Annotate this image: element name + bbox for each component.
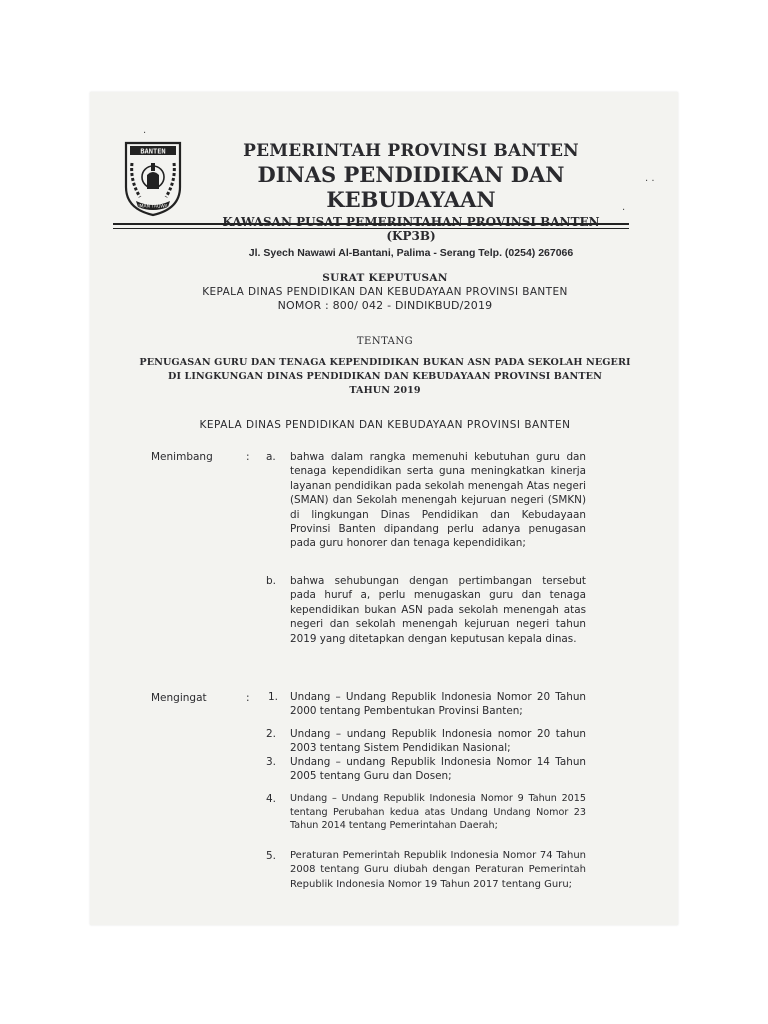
decree-number: NOMOR : 800/ 042 - DINDIKBUD/2019 [277, 299, 493, 312]
scan-speck: · [143, 128, 147, 139]
menimbang-label: Menimbang [151, 451, 213, 463]
decree-subject [100, 356, 670, 398]
banten-crest-logo [120, 139, 186, 217]
decree-issuer: KEPALA DINAS PENDIDIKAN DAN KEBUDAYAAN PROVINSI BANTEN [202, 286, 568, 298]
letterhead-rule-thick [113, 223, 629, 225]
menimbang-item-a: bahwa dalam rangka memenuhi kebutuhan guru dan tenaga kependidikan serta guna meningkatkan kinerja layanan pendidikan pada sekolah menengah Atas negeri (SMAN) dan Sekolah menengah kejuruan negeri (SMKN) di lingkungan Dinas Pendidikan dan Kebudayaan Provinsi Banten dipandang perlu adanya penugasan pada guru honorer dan tenaga kependidikan; [290, 451, 586, 550]
mengingat-colon: : [246, 692, 250, 704]
scan-speck: · [622, 205, 626, 216]
mengingat-item-4: Undang – Undang Republik Indonesia Nomor 9 Tahun 2015 tentang Perubahan kedua atas Undang Undang Nomor 23 Tahun 2014 tentang Pemerintahan Daerah; [290, 793, 586, 832]
menimbang-item-a-marker: a. [266, 451, 276, 463]
mengingat-item-3-marker: 3. [266, 756, 277, 768]
mengingat-item-2: Undang – undang Republik Indonesia nomor 20 tahun 2003 tentang Sistem Pendidikan Nasional; [290, 728, 586, 755]
subject-line-1: PENUGASAN GURU DAN TENAGA KEPENDIDIKAN BUKAN ASN PADA SEKOLAH NEGERI [139, 357, 631, 368]
mengingat-label: Mengingat [151, 692, 207, 704]
scan-speck: · · [645, 176, 655, 187]
mengingat-item-5-marker: 5. [266, 850, 277, 862]
letterhead-rule-thin [113, 228, 629, 229]
decree-title: SURAT KEPUTUSAN [322, 272, 448, 284]
subject-line-3: TAHUN 2019 [349, 385, 421, 396]
decree-issuer-repeat: KEPALA DINAS PENDIDIKAN DAN KEBUDAYAAN PROVINSI BANTEN [199, 419, 571, 431]
menimbang-item-b-marker: b. [266, 575, 277, 587]
mengingat-item-1: Undang – Undang Republik Indonesia Nomor 20 Tahun 2000 tentang Pembentukan Provinsi Banten; [290, 691, 586, 718]
letterhead-agency: DINAS PENDIDIKAN DAN KEBUDAYAAN [257, 162, 565, 212]
mengingat-item-2-marker: 2. [266, 728, 277, 740]
menimbang-item-b: bahwa sehubungan dengan pertimbangan tersebut pada huruf a, perlu menugaskan guru dan tenaga kependidikan bukan ASN pada sekolah menengah atas negeri dan sekolah menengah kejuruan negeri tahun 2019 yang ditetapkan dengan keputusan kepala dinas. [290, 575, 586, 645]
mengingat-item-3: Undang – undang Republik Indonesia Nomor 14 Tahun 2005 tentang Guru dan Dosen; [290, 756, 586, 783]
mengingat-item-4-marker: 4. [266, 793, 277, 805]
letterhead-address: Jl. Syech Nawawi Al-Bantani, Palima - Serang Telp. (0254) 267066 [248, 247, 574, 259]
svg-text:BANTEN: BANTEN [140, 147, 166, 156]
mengingat-item-1-marker: 1. [268, 691, 279, 703]
menimbang-colon: : [246, 451, 250, 463]
about-label: TENTANG [356, 336, 414, 347]
subject-line-2: DI LINGKUNGAN DINAS PENDIDIKAN DAN KEBUDAYAAN PROVINSI BANTEN [168, 371, 602, 382]
letterhead [196, 141, 626, 259]
letterhead-area: KAWASAN PUSAT PEMERINTAHAN PROVINSI BANTEN (KP3B) [222, 215, 600, 243]
svg-text:IMAN TAQWA: IMAN TAQWA [138, 204, 168, 210]
letterhead-government: PEMERINTAH PROVINSI BANTEN [243, 141, 579, 161]
mengingat-item-5: Peraturan Pemerintah Republik Indonesia Nomor 74 Tahun 2008 tentang Guru diubah dengan Peraturan Pemerintah Republik Indonesia Nomor 19 Tahun 2017 tentang Guru; [290, 850, 586, 890]
